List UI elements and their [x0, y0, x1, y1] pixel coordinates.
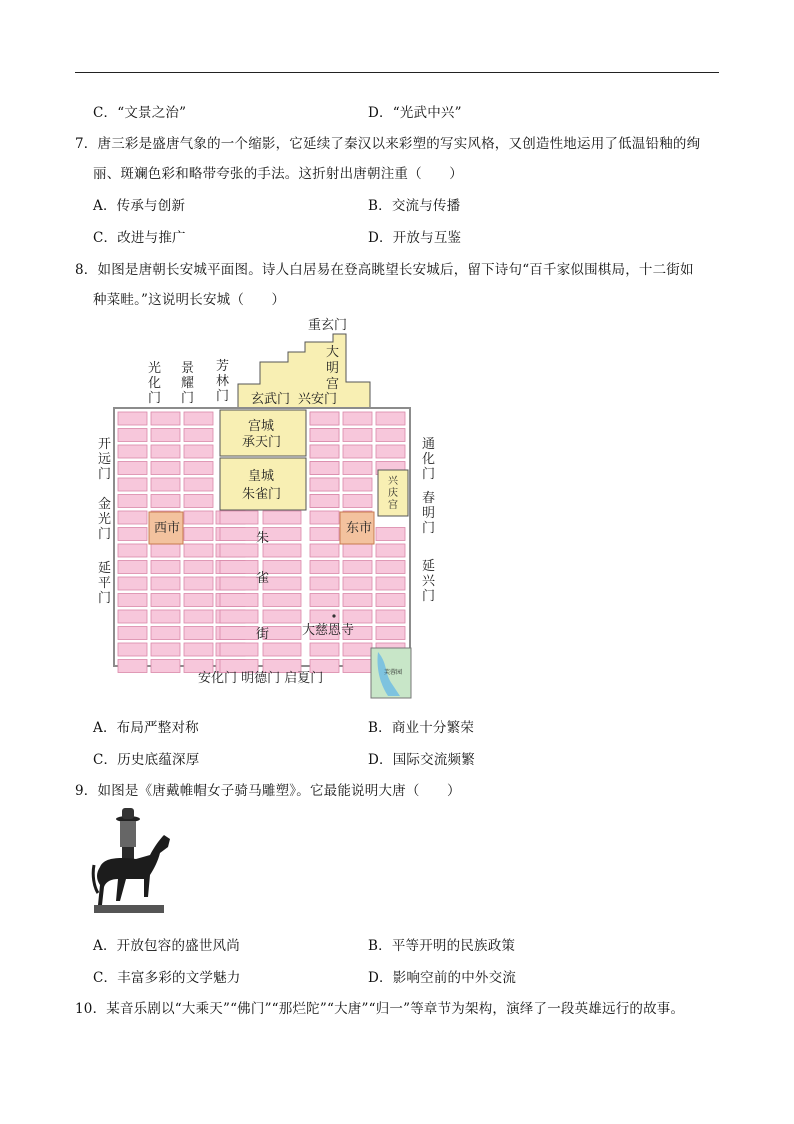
label-tonghua-2: 化 — [422, 452, 436, 467]
city-ward-block — [310, 495, 339, 508]
label-chunming-3: 门 — [422, 521, 436, 536]
label-xuanwu-gate: 玄武门 — [251, 392, 291, 407]
q8-option-c: C．历史底蕴深厚 — [93, 752, 200, 768]
q7-option-a: A．传承与创新 — [93, 198, 186, 214]
label-jinguang-3: 门 — [98, 527, 112, 542]
city-ward-block — [151, 445, 180, 458]
city-ward-block — [310, 511, 339, 524]
city-ward-block — [151, 627, 180, 640]
label-imperial-city: 皇城 — [248, 469, 275, 484]
city-ward-block — [376, 594, 405, 607]
label-xingqing-2: 庆 — [388, 488, 398, 499]
city-ward-block — [343, 594, 372, 607]
city-ward-block — [184, 429, 213, 442]
label-west-market: 西市 — [154, 521, 181, 536]
label-kaiyuan-1: 开 — [98, 437, 112, 452]
city-ward-block — [151, 577, 180, 590]
city-ward-block — [118, 544, 147, 557]
question-8-line-1: 8．如图是唐朝长安城平面图。诗人白居易在登高眺望长安城后，留下诗句“百千家似围棋局，十二街如 — [75, 262, 694, 278]
city-ward-block — [184, 561, 213, 574]
label-yanxing-2: 兴 — [422, 574, 436, 589]
label-zhuque-street-1: 朱 — [256, 531, 270, 546]
city-ward-block — [263, 610, 301, 623]
city-ward-block — [376, 429, 405, 442]
label-daming-2: 明 — [326, 361, 340, 376]
label-guanghua-1: 光 — [148, 361, 162, 376]
label-daming-3: 宫 — [326, 377, 340, 392]
city-ward-block — [184, 577, 213, 590]
label-dacien-temple: 大慈恩寺 — [302, 623, 355, 638]
city-ward-block — [310, 445, 339, 458]
label-jinguang-2: 光 — [98, 512, 112, 527]
city-ward-block — [118, 511, 147, 524]
question-7-line-1: 7．唐三彩是盛唐气象的一个缩影，它延续了秦汉以来彩塑的写实风格，又创造性地运用了低温铅釉的绚 — [75, 136, 701, 152]
label-yanxing-1: 延 — [422, 559, 436, 574]
option-d: D．“光武中兴” — [368, 105, 462, 121]
city-ward-block — [220, 511, 258, 524]
label-daming-1: 大 — [326, 345, 340, 360]
q8-option-d: D．国际交流频繁 — [368, 752, 475, 768]
q9-option-d: D．影响空前的中外交流 — [368, 970, 517, 986]
label-jingyao-2: 耀 — [181, 376, 195, 391]
city-ward-block — [376, 561, 405, 574]
city-ward-block — [184, 478, 213, 491]
city-ward-block — [184, 643, 213, 656]
city-ward-block — [343, 429, 372, 442]
label-zhuque-gate: 朱雀门 — [242, 487, 282, 502]
city-ward-block — [376, 627, 405, 640]
city-ward-block — [118, 445, 147, 458]
label-jingyao-1: 景 — [181, 361, 195, 376]
dacien-temple-marker — [332, 614, 335, 617]
city-ward-block — [118, 528, 147, 541]
city-ward-block — [184, 495, 213, 508]
q9-option-b: B．平等开明的民族政策 — [368, 938, 516, 954]
city-ward-block — [118, 495, 147, 508]
city-ward-block — [118, 594, 147, 607]
city-ward-block — [310, 478, 339, 491]
header-rule — [75, 72, 719, 73]
label-xingqing-3: 宫 — [388, 500, 398, 511]
city-ward-block — [184, 445, 213, 458]
city-ward-block — [220, 528, 258, 541]
city-ward-block — [118, 610, 147, 623]
label-kaiyuan-3: 门 — [98, 467, 112, 482]
label-kaiyuan-2: 远 — [98, 452, 112, 467]
question-9-line-1: 9．如图是《唐戴帷帽女子骑马雕塑》。它最能说明大唐（ ） — [75, 783, 461, 799]
label-south-gates: 安化门 明德门 启夏门 — [198, 671, 324, 686]
city-ward-block — [184, 528, 213, 541]
city-ward-block — [184, 594, 213, 607]
q9-option-c: C．丰富多彩的文学魅力 — [93, 970, 241, 986]
city-ward-block — [310, 643, 339, 656]
city-ward-block — [151, 660, 180, 673]
city-ward-block — [376, 577, 405, 590]
city-ward-block — [310, 594, 339, 607]
city-ward-block — [118, 577, 147, 590]
label-jingyao-3: 门 — [181, 391, 195, 406]
city-ward-block — [151, 643, 180, 656]
city-ward-block — [376, 544, 405, 557]
label-palace-city: 宫城 — [248, 419, 275, 434]
city-ward-block — [310, 462, 339, 475]
q7-option-d: D．开放与互鉴 — [368, 230, 462, 246]
city-ward-block — [151, 412, 180, 425]
city-ward-block — [118, 412, 147, 425]
changan-city-map — [88, 312, 436, 692]
label-fanglin-2: 林 — [216, 374, 230, 389]
question-10-line-1: 10．某音乐剧以“大乘天”“佛门”“那烂陀”“大唐”“归一”等章节为架构，演绎了一段英雄远行的故事。 — [75, 1001, 685, 1017]
city-ward-block — [118, 561, 147, 574]
q8-option-b: B．商业十分繁荣 — [368, 720, 475, 736]
city-ward-block — [310, 429, 339, 442]
option-c: C．“文景之治” — [93, 105, 187, 121]
q8-option-a: A．布局严整对称 — [93, 720, 199, 736]
city-ward-block — [220, 577, 258, 590]
label-zhuque-street-3: 街 — [256, 627, 270, 642]
city-ward-block — [151, 429, 180, 442]
label-fanglin-3: 门 — [216, 389, 230, 404]
label-xingan-gate: 兴安门 — [298, 392, 338, 407]
city-ward-block — [263, 511, 301, 524]
tang-horse-rider-figurine-image — [90, 805, 174, 920]
city-ward-block — [343, 610, 372, 623]
city-ward-block — [118, 643, 147, 656]
city-ward-block — [184, 627, 213, 640]
imperial-city — [220, 458, 306, 510]
city-ward-block — [343, 660, 372, 673]
label-yanping-3: 门 — [98, 591, 112, 606]
city-ward-block — [343, 478, 372, 491]
city-ward-block — [184, 610, 213, 623]
city-ward-block — [343, 495, 372, 508]
city-ward-block — [310, 544, 339, 557]
q9-option-a: A．开放包容的盛世风尚 — [93, 938, 240, 954]
city-ward-block — [184, 544, 213, 557]
city-ward-block — [151, 544, 180, 557]
city-ward-block — [118, 660, 147, 673]
city-ward-block — [151, 610, 180, 623]
city-ward-block — [343, 412, 372, 425]
label-jinguang-1: 金 — [98, 497, 112, 512]
city-ward-block — [343, 544, 372, 557]
label-chengtian-gate: 承天门 — [242, 435, 282, 450]
city-ward-block — [376, 610, 405, 623]
city-ward-block — [184, 412, 213, 425]
city-ward-block — [118, 462, 147, 475]
label-east-market: 东市 — [346, 521, 373, 536]
label-guanghua-3: 门 — [148, 391, 162, 406]
city-ward-block — [151, 594, 180, 607]
city-ward-block — [343, 462, 372, 475]
city-ward-block — [343, 577, 372, 590]
label-guanghua-2: 化 — [148, 376, 162, 391]
city-ward-block — [151, 561, 180, 574]
city-ward-block — [184, 511, 213, 524]
label-furong-garden: 芙蓉园 — [384, 669, 403, 676]
city-ward-block — [343, 643, 372, 656]
city-ward-block — [310, 412, 339, 425]
city-ward-block — [310, 577, 339, 590]
question-8-line-2: 种菜畦。”这说明长安城（ ） — [93, 292, 286, 308]
city-ward-block — [220, 544, 258, 557]
q7-option-c: C．改进与推广 — [93, 230, 186, 246]
city-ward-block — [220, 627, 258, 640]
city-ward-block — [220, 643, 258, 656]
city-ward-block — [151, 478, 180, 491]
city-ward-block — [184, 462, 213, 475]
city-ward-block — [151, 462, 180, 475]
label-chunming-1: 春 — [422, 491, 436, 506]
city-ward-block — [310, 528, 339, 541]
city-ward-block — [376, 412, 405, 425]
city-ward-block — [118, 478, 147, 491]
city-ward-block — [118, 627, 147, 640]
city-ward-block — [220, 561, 258, 574]
label-fanglin-1: 芳 — [216, 359, 230, 374]
label-zhuque-street-2: 雀 — [256, 571, 270, 586]
label-tonghua-3: 门 — [422, 467, 436, 482]
label-chongxuan-gate: 重玄门 — [308, 318, 348, 333]
city-ward-block — [151, 495, 180, 508]
label-yanxing-3: 门 — [422, 589, 436, 604]
label-chunming-2: 明 — [422, 506, 436, 521]
question-7-line-2: 丽、斑斓色彩和略带夸张的手法。这折射出唐朝注重（ ） — [93, 166, 463, 182]
label-yanping-2: 平 — [98, 576, 112, 591]
city-ward-block — [118, 429, 147, 442]
label-tonghua-1: 通 — [422, 437, 436, 452]
label-yanping-1: 延 — [98, 561, 112, 576]
city-ward-block — [376, 528, 405, 541]
label-xingqing-1: 兴 — [388, 476, 398, 487]
city-ward-block — [343, 445, 372, 458]
city-ward-block — [310, 561, 339, 574]
city-ward-block — [263, 594, 301, 607]
q7-option-b: B．交流与传播 — [368, 198, 461, 214]
city-ward-block — [220, 594, 258, 607]
city-ward-block — [220, 610, 258, 623]
city-ward-block — [376, 445, 405, 458]
city-ward-block — [263, 643, 301, 656]
city-ward-block — [343, 561, 372, 574]
